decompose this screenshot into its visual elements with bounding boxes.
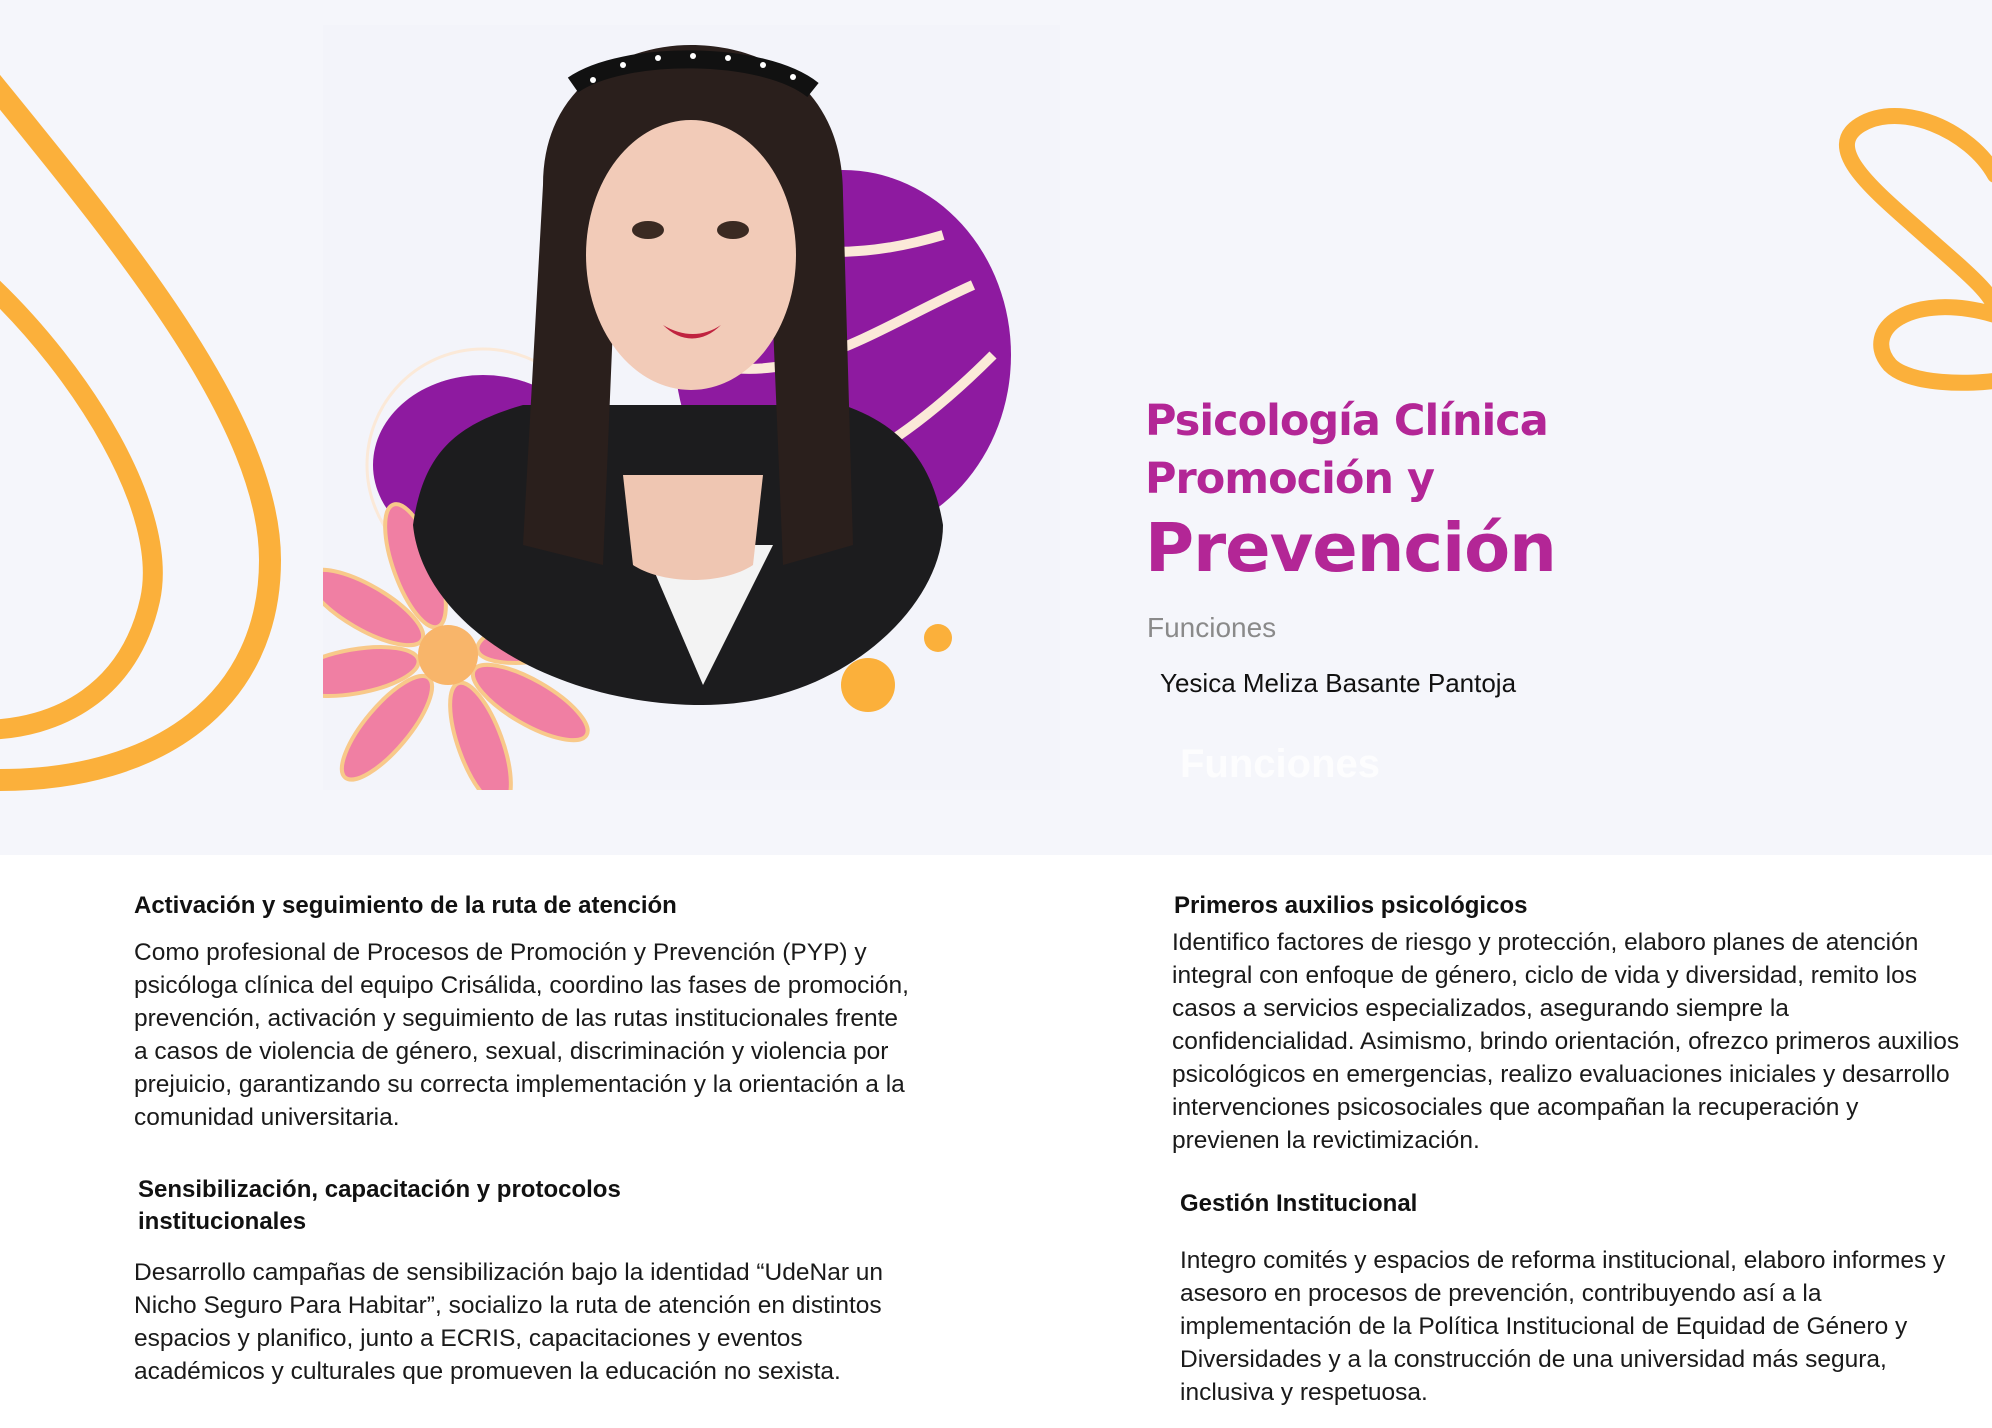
section-body: Desarrollo campañas de sensibilización bajo la identidad “UdeNar un Nicho Seguro Para Habitar”, socializo la ruta de atención en distintos espacios y planifico, junto a ECRIS, capacitaciones y eventos académicos y culturales que promueven la educación no sexista. [134,1259,884,1385]
section-body: Identifico factores de riesgo y protección, elaboro planes de atención integral con enfoque de género, ciclo de vida y diversidad, remito los casos a servicios especializados, asegurando siempre la confidencialidad. Asimismo, brindo orientación, ofrezco primeros auxilios psicológicos en emergencias, realizo evaluaciones iniciales y desarrollo intervenciones psicosociales que acompañan la recuperación y previenen la revictimización. [1172,929,1960,1154]
ghost-watermark-text: Funciones [1180,742,1381,786]
section-sensibilizacion [138,1174,658,1238]
title-line-2: Promoción y [1145,454,1434,504]
page-title [1145,392,1556,588]
section-primeros-auxilios [1172,890,1962,1157]
orange-swirl-right-icon [1830,100,1992,400]
orange-swirl-left-icon [0,40,300,800]
subtitle: Funciones [1147,612,1277,643]
section-heading: Activación y seguimiento de la ruta de atención [134,892,677,919]
profile-photo [323,25,1060,790]
title-line-1: Psicología Clínica [1145,396,1548,446]
section-heading: Gestión Institucional [1180,1190,1418,1217]
section-sensibilizacion-body-wrap [134,1256,920,1388]
person-name: Yesica Meliza Basante Pantoja [1160,668,1517,698]
section-heading: Primeros auxilios psicológicos [1174,892,1528,919]
section-heading: Sensibilización, capacitación y protocolos institucionales [138,1176,621,1235]
title-line-3: Prevención [1145,509,1556,587]
section-body: Integro comités y espacios de reforma institucional, elaboro informes y asesoro en procesos de prevención, contribuyendo así a la implementación de la Política Institucional de Equidad de Género y Diversidades y a la construcción de una universidad más segura, inclusiva y respetuosa. [1180,1247,1946,1406]
section-gestion-institucional [1180,1188,1970,1409]
section-body: Como profesional de Procesos de Promoción y Prevención (PYP) y psicóloga clínica del equipo Crisálida, coordino las fases de promoción, prevención, activación y seguimiento de las rutas institucionales frente a casos de violencia de género, sexual, discriminación y violencia por prejuicio, garantizando su correcta implementación y la orientación a la comunidad universitaria. [134,939,909,1131]
section-ruta-atencion [134,890,914,1134]
